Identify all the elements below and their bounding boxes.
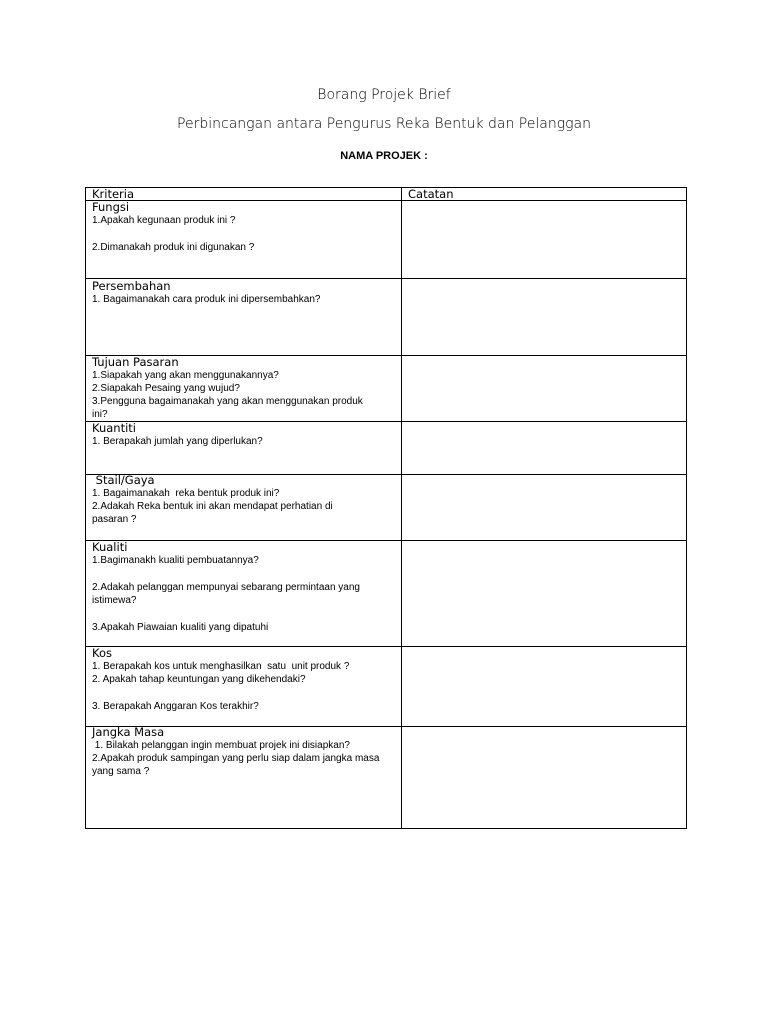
table-header-row	[86, 188, 687, 201]
notes-cell[interactable]	[402, 647, 687, 727]
brief-table	[85, 187, 687, 829]
question: 2.Dimanakah produk ini digunakan ?	[92, 242, 255, 253]
question: 1.Bagimanakh kualiti pembuatannya?	[92, 555, 259, 566]
question: 1. Berapakah kos untuk menghasilkan satu unit produk ?	[92, 661, 350, 672]
table-row	[86, 727, 687, 829]
notes-cell[interactable]	[402, 422, 687, 475]
question: 1. Berapakah jumlah yang diperlukan?	[92, 436, 263, 447]
column-header-kriteria: Kriteria	[86, 188, 402, 201]
notes-cell[interactable]	[402, 356, 687, 422]
form-title: Borang Projek Brief	[317, 87, 451, 103]
criteria-cell	[86, 475, 402, 541]
criteria-cell	[86, 356, 402, 422]
table-row	[86, 647, 687, 727]
question: 3.Apakah Piawaian kualiti yang dipatuhi	[92, 622, 269, 633]
question: 2.Siapakah Pesaing yang wujud?	[92, 383, 240, 394]
section-title: Jangka Masa	[92, 725, 165, 739]
notes-cell[interactable]	[402, 727, 687, 829]
notes-cell[interactable]	[402, 201, 687, 279]
notes-cell[interactable]	[402, 475, 687, 541]
question: 1.Apakah kegunaan produk ini ?	[92, 215, 236, 226]
question: 2.Adakah pelanggan mempunyai sebarang permintaan yang istimewa?	[92, 582, 360, 606]
form-subtitle: Perbincangan antara Pengurus Reka Bentuk dan Pelanggan	[177, 116, 591, 132]
criteria-cell	[86, 647, 402, 727]
table-row	[86, 279, 687, 356]
section-title: Kos	[92, 646, 112, 660]
notes-cell[interactable]	[402, 279, 687, 356]
table-row	[86, 356, 687, 422]
question: 3.Pengguna bagaimanakah yang akan menggunakan produk ini?	[92, 396, 363, 420]
criteria-cell	[86, 201, 402, 279]
table-row	[86, 475, 687, 541]
table-row	[86, 422, 687, 475]
section-title: Persembahan	[92, 279, 171, 293]
criteria-cell	[86, 279, 402, 356]
question: 2.Adakah Reka bentuk ini akan mendapat perhatian di pasaran ?	[92, 501, 333, 525]
section-title: Fungsi	[92, 200, 130, 214]
question: 3. Berapakah Anggaran Kos terakhir?	[92, 701, 259, 712]
notes-cell[interactable]	[402, 541, 687, 647]
section-title: Stail/Gaya	[92, 473, 155, 487]
criteria-cell	[86, 422, 402, 475]
question: 1. Bagaimanakah reka bentuk produk ini?	[92, 488, 280, 499]
question: 1.Siapakah yang akan menggunakannya?	[92, 370, 279, 381]
section-title: Kualiti	[92, 540, 128, 554]
table-row	[86, 201, 687, 279]
question: 1. Bagaimanakah cara produk ini dipersembahkan?	[92, 294, 321, 305]
section-title: Kuantiti	[92, 421, 137, 435]
table-row	[86, 541, 687, 647]
criteria-cell	[86, 541, 402, 647]
criteria-cell	[86, 727, 402, 829]
project-name-label: NAMA PROJEK :	[340, 150, 428, 162]
column-header-catatan: Catatan	[402, 188, 687, 201]
question: 1. Bilakah pelanggan ingin membuat projek ini disiapkan?	[92, 740, 350, 751]
section-title: Tujuan Pasaran	[92, 355, 179, 369]
question: 2.Apakah produk sampingan yang perlu siap dalam jangka masa yang sama ?	[92, 753, 380, 777]
question: 2. Apakah tahap keuntungan yang dikehendaki?	[92, 674, 306, 685]
